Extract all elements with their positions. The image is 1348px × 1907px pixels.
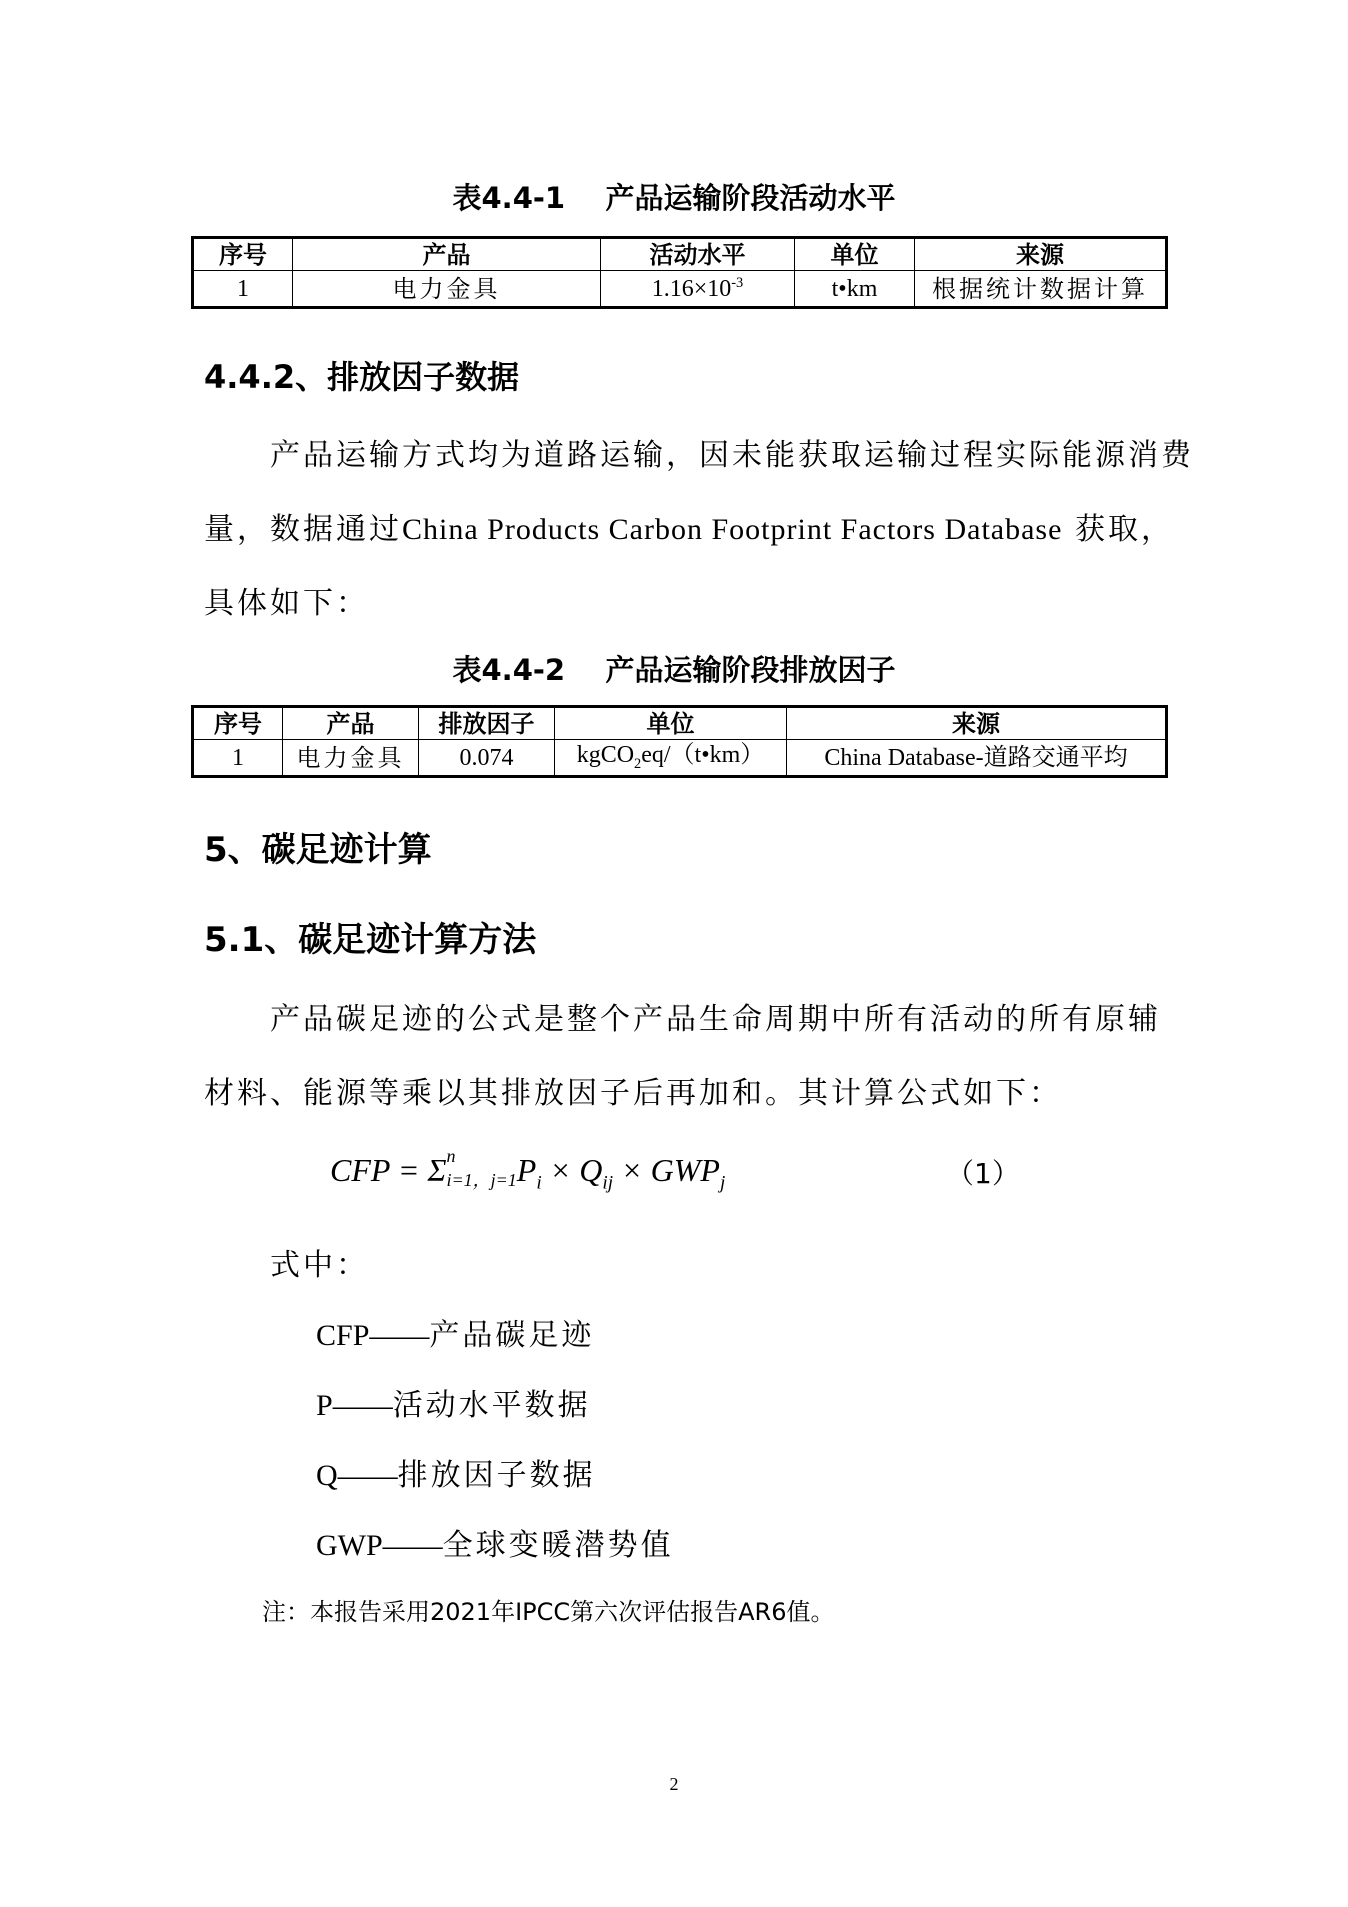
para1-line1: 产品运输方式均为道路运输，因未能获取运输过程实际能源消费 [270, 438, 1194, 473]
where-label: 式中： [270, 1248, 369, 1283]
cfp-formula: CFP = Σ n i=1，j=1 $P_i \times Q_{ij} \times GWP_j$ [330, 1145, 726, 1194]
table2-unit-b: eq/（t•km） [641, 742, 765, 769]
table2-cell-product: 电力金具 [283, 740, 419, 777]
def-item: CFP——产品碳足迹 [316, 1318, 595, 1353]
table2-unit-sub: 2 [634, 756, 642, 773]
table2-header-factor: 排放因子 [419, 707, 555, 740]
section-heading-5: 5、碳足迹计算 [204, 830, 432, 870]
table2-header-source: 来源 [787, 707, 1167, 740]
table1-caption-title: 产品运输阶段活动水平 [605, 181, 896, 215]
table2-header-no: 序号 [193, 707, 283, 740]
table2-header-unit: 单位 [555, 707, 787, 740]
para2-line2: 材料、能源等乘以其排放因子后再加和。其计算公式如下： [204, 1076, 1062, 1111]
table2-caption [0, 648, 1348, 689]
table-row [193, 740, 1167, 777]
table2-header-product: 产品 [283, 707, 419, 740]
para1-database-name: China Products Carbon Footprint Factors Database [402, 513, 1063, 546]
table2-cell-unit [555, 740, 787, 777]
para1-line2 [204, 504, 1174, 548]
table2-cell-no: 1 [193, 740, 283, 777]
table2-caption-title: 产品运输阶段排放因子 [605, 653, 896, 687]
section-heading-5-1: 5.1、碳足迹计算方法 [204, 920, 537, 960]
formula-number: （1） [946, 1157, 1020, 1190]
table1-header-product: 产品 [293, 238, 601, 271]
table1-cell-source: 根据统计数据计算 [915, 271, 1167, 308]
table2-caption-number: 表4.4-2 [452, 653, 566, 687]
table1-caption-number: 表4.4-1 [452, 181, 566, 215]
table1-header-source: 来源 [915, 238, 1167, 271]
para1-line2-a: 量，数据通过 [204, 512, 402, 547]
table2 [191, 705, 1168, 778]
para1-line2-c: 获取， [1062, 512, 1174, 547]
table1-level-base: 1.16×10 [651, 276, 732, 302]
table2-unit-a: kgCO [576, 742, 635, 769]
table1-caption [0, 176, 1348, 217]
table1-cell-product: 电力金具 [293, 271, 601, 308]
table2-cell-factor: 0.074 [419, 740, 555, 777]
def-item: Q——排放因子数据 [316, 1458, 596, 1493]
def-item: GWP——全球变暖潜势值 [316, 1528, 674, 1563]
table1-header-level: 活动水平 [601, 238, 795, 271]
table1-header-unit: 单位 [795, 238, 915, 271]
table1-level-exponent: -3 [731, 275, 744, 291]
def-item: P——活动水平数据 [316, 1388, 591, 1423]
table1-header-no: 序号 [193, 238, 293, 271]
table2-cell-source: China Database-道路交通平均 [787, 740, 1167, 777]
para2-line1: 产品碳足迹的公式是整个产品生命周期中所有活动的所有原辅 [270, 1002, 1161, 1037]
table1 [191, 236, 1168, 309]
para1-line3: 具体如下： [204, 586, 369, 621]
table1-header-row [193, 238, 1167, 271]
table1-cell-unit: t•km [795, 271, 915, 308]
page-number: 2 [669, 1774, 679, 1794]
section-heading-4-4-2: 4.4.2、排放因子数据 [204, 358, 520, 396]
table-row [193, 271, 1167, 308]
table1-cell-no: 1 [193, 271, 293, 308]
footnote: 注：本报告采用2021年IPCC第六次评估报告AR6值。 [262, 1598, 835, 1626]
table2-header-row [193, 707, 1167, 740]
table1-cell-level [601, 271, 795, 308]
